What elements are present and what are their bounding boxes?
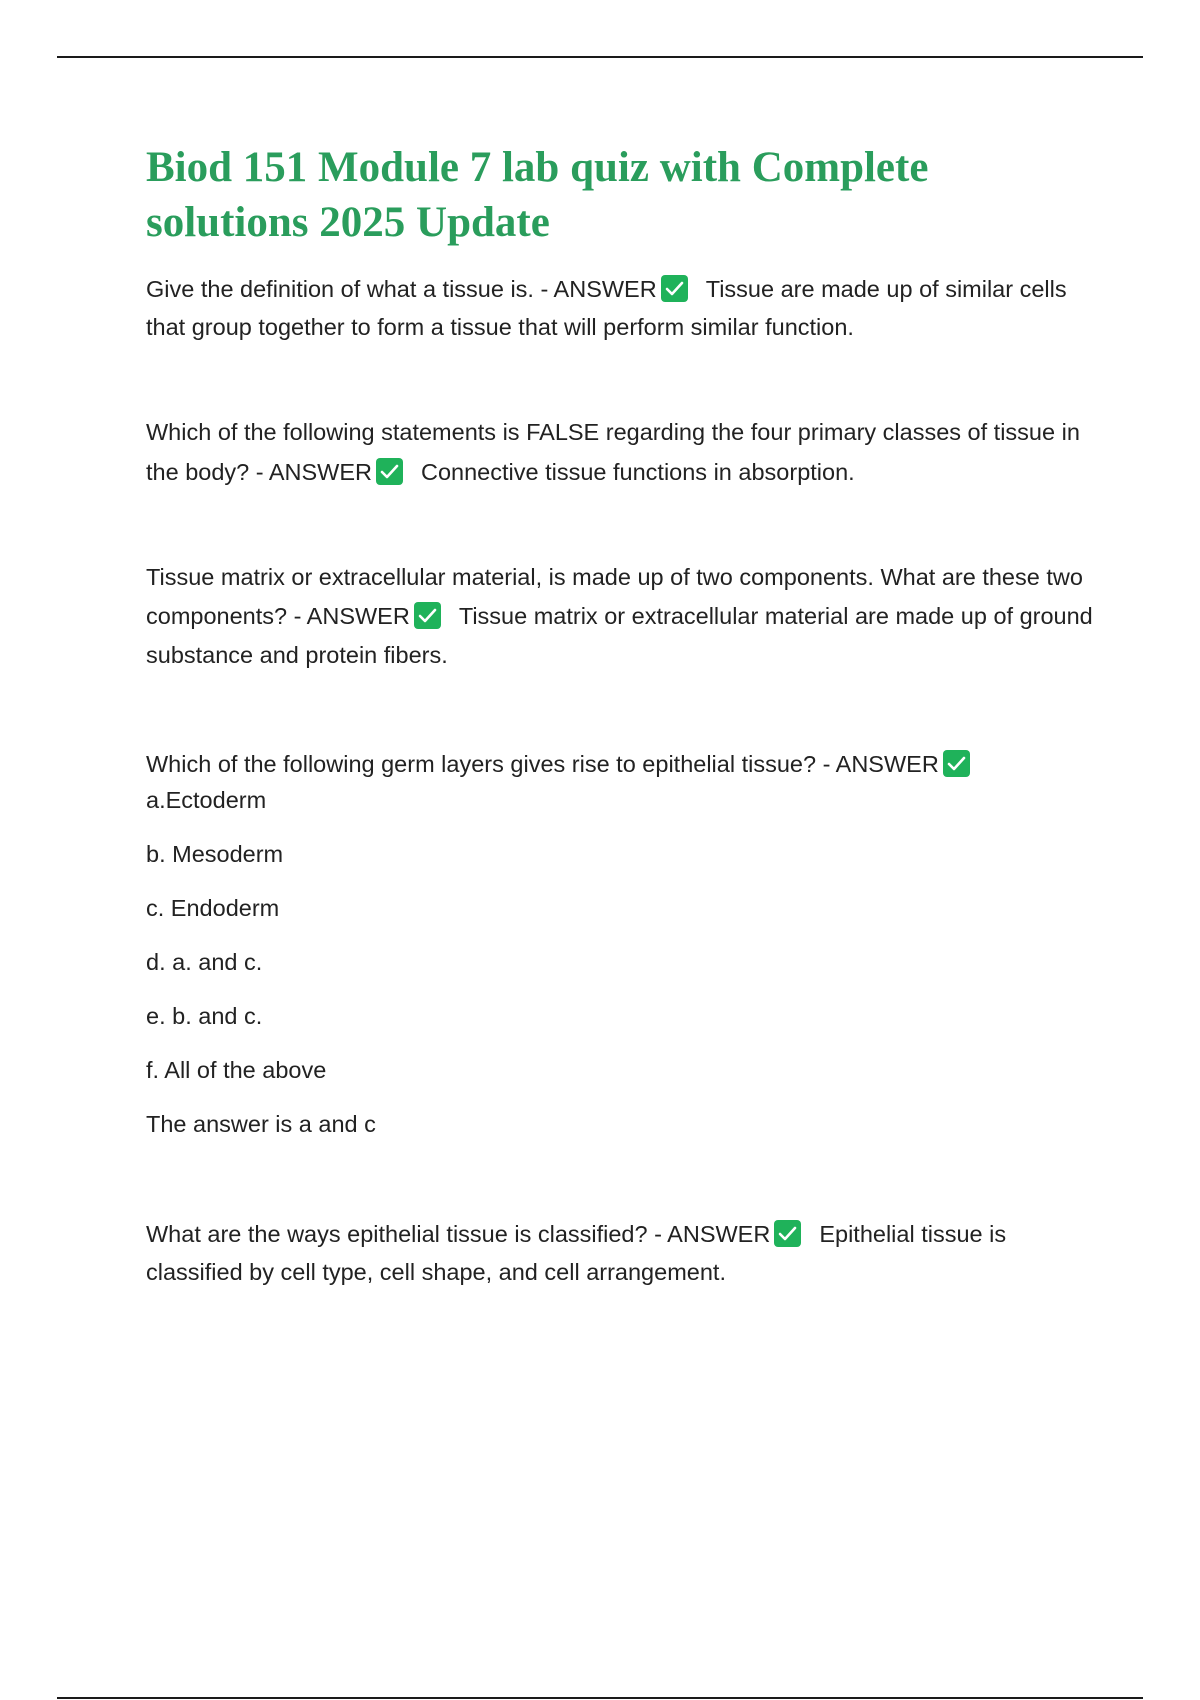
- answer-text: Connective tissue functions in absorption.: [420, 459, 855, 485]
- check-box-icon: [414, 602, 441, 629]
- answer-text: Epithelial tissue is classified by cell type, cell shape, and cell arrangement.: [146, 1221, 1007, 1285]
- check-box-icon: [943, 750, 970, 777]
- answer-marker: - ANSWER: [540, 276, 657, 302]
- answer-text: Tissue matrix or extracellular material are made up of ground substance and protein fibers.: [146, 603, 1093, 668]
- check-box-icon: [376, 458, 403, 485]
- question-text: What are the ways epithelial tissue is classified?: [146, 1221, 648, 1247]
- option-a: a.Ectoderm: [146, 787, 267, 813]
- check-box-icon: [774, 1220, 801, 1247]
- question-text: Tissue matrix or extracellular material, is made up of two components. What are these two components?: [146, 564, 1083, 629]
- qa-item-4: [146, 745, 1106, 783]
- question-text: Give the definition of what a tissue is.: [146, 276, 534, 302]
- answer-text: The answer is a and c: [146, 1111, 376, 1137]
- document-body: [146, 140, 1106, 1291]
- qa-item-1: [146, 270, 1106, 346]
- qa-item-3: [146, 558, 1106, 675]
- question-text: Which of the following germ layers gives rise to epithelial tissue?: [146, 751, 817, 777]
- option-f: f. All of the above: [146, 1057, 327, 1083]
- bottom-rule: [57, 1697, 1143, 1699]
- answer-options: [146, 781, 1106, 1143]
- answer-marker: - ANSWER: [654, 1221, 771, 1247]
- option-d: d. a. and c.: [146, 949, 263, 975]
- check-box-icon: [661, 275, 688, 302]
- qa-item-5: [146, 1215, 1106, 1291]
- option-e: e. b. and c.: [146, 1003, 263, 1029]
- page-title: Biod 151 Module 7 lab quiz with Complete solutions 2025 Update: [146, 144, 929, 246]
- question-text: Which of the following statements is FALSE regarding the four primary classes of tissue in the body?: [146, 419, 1080, 485]
- qa-item-2: [146, 412, 1106, 492]
- answer-marker: - ANSWER: [822, 751, 939, 777]
- answer-marker: - ANSWER: [255, 459, 372, 485]
- answer-marker: - ANSWER: [293, 603, 410, 629]
- option-b: b. Mesoderm: [146, 841, 284, 867]
- option-c: c. Endoderm: [146, 895, 280, 921]
- top-rule: [57, 56, 1143, 58]
- answer-text: Tissue are made up of similar cells that group together to form a tissue that will perform similar function.: [146, 276, 1067, 340]
